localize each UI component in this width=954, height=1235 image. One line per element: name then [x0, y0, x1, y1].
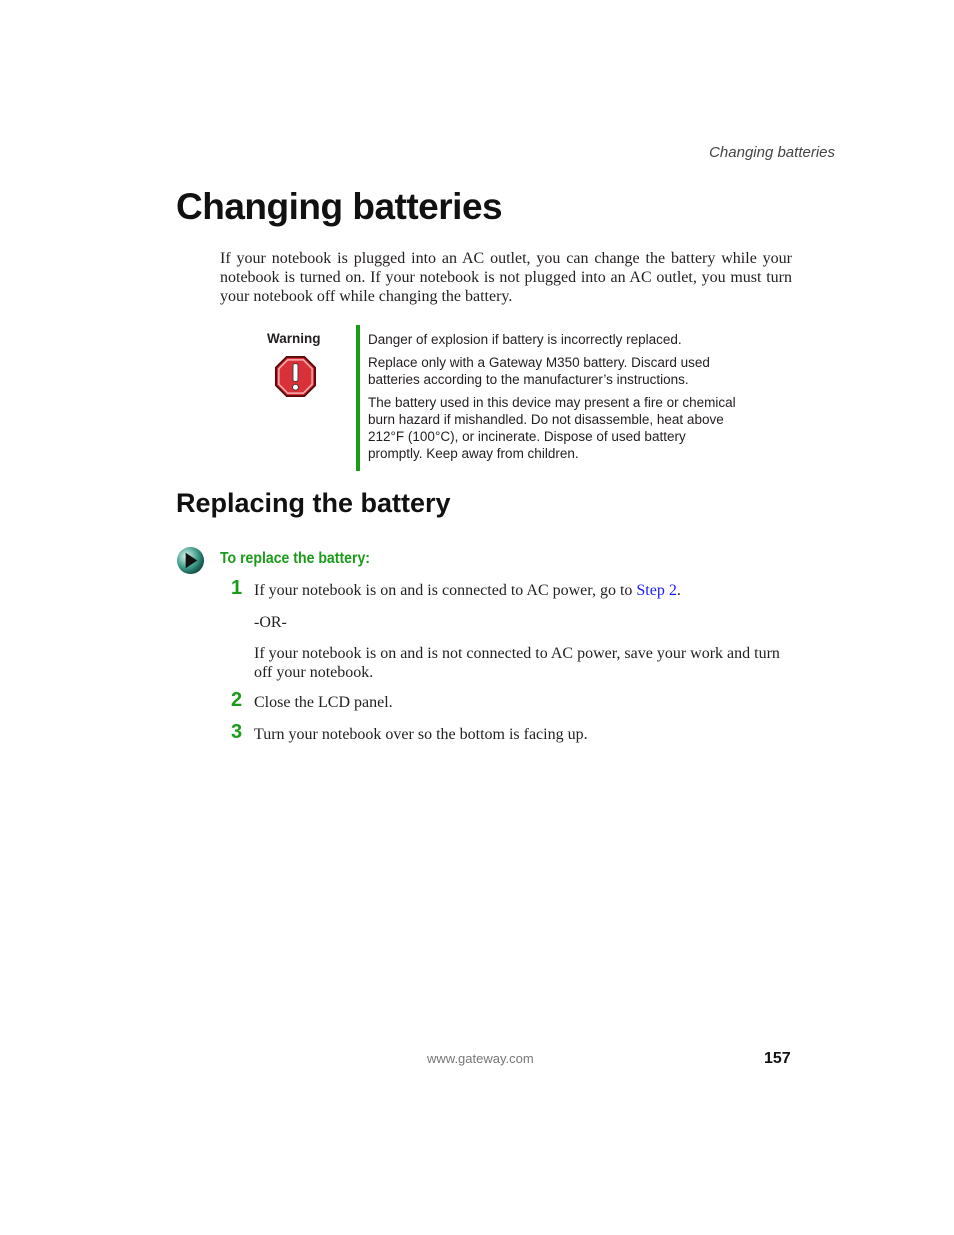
page-number: 157	[764, 1050, 791, 1067]
step-2-link[interactable]: Step 2	[636, 582, 677, 599]
step-number: 1	[231, 577, 243, 599]
procedure-title: To replace the battery:	[220, 550, 370, 567]
section-title: Replacing the battery	[176, 488, 451, 518]
step-text-part: .	[676, 582, 681, 599]
intro-paragraph: If your notebook is plugged into an AC outlet, you can change the battery while your notebook is turned on. If your notebook is not plugged into an AC outlet, you must turn your notebook off while changing the battery.	[220, 250, 792, 305]
step-number: 3	[231, 721, 243, 743]
page-title: Changing batteries	[176, 186, 503, 227]
warning-label: Warning	[267, 331, 321, 346]
step-text: If your notebook is on and is not connected to AC power, save your work and turn off your notebook.	[254, 645, 780, 681]
play-arrow-icon	[176, 546, 205, 575]
warning-body	[368, 331, 738, 468]
warning-stop-sign-icon	[274, 355, 317, 398]
step-text: Turn your notebook over so the bottom is facing up.	[254, 726, 588, 743]
or-separator: -OR-	[254, 614, 287, 631]
step-text	[254, 581, 792, 600]
step-text-part: If your notebook is on and is connected to AC power, go to	[254, 582, 637, 599]
warning-paragraph: Replace only with a Gateway M350 battery. Discard used batteries according to the manufacturer’s instructions.	[368, 355, 710, 387]
footer-url[interactable]: www.gateway.com	[427, 1051, 534, 1066]
step-number: 2	[231, 689, 243, 711]
warning-paragraph: The battery used in this device may present a fire or chemical burn hazard if mishandled. Do not disassemble, heat above 212°F (100°C), or incinerate. Dispose of used battery promptly. Keep away from children.	[368, 395, 736, 461]
step-text: Close the LCD panel.	[254, 694, 393, 711]
running-header: Changing batteries	[709, 144, 835, 161]
warning-divider-bar	[356, 325, 360, 471]
warning-paragraph: Danger of explosion if battery is incorrectly replaced.	[368, 332, 682, 347]
